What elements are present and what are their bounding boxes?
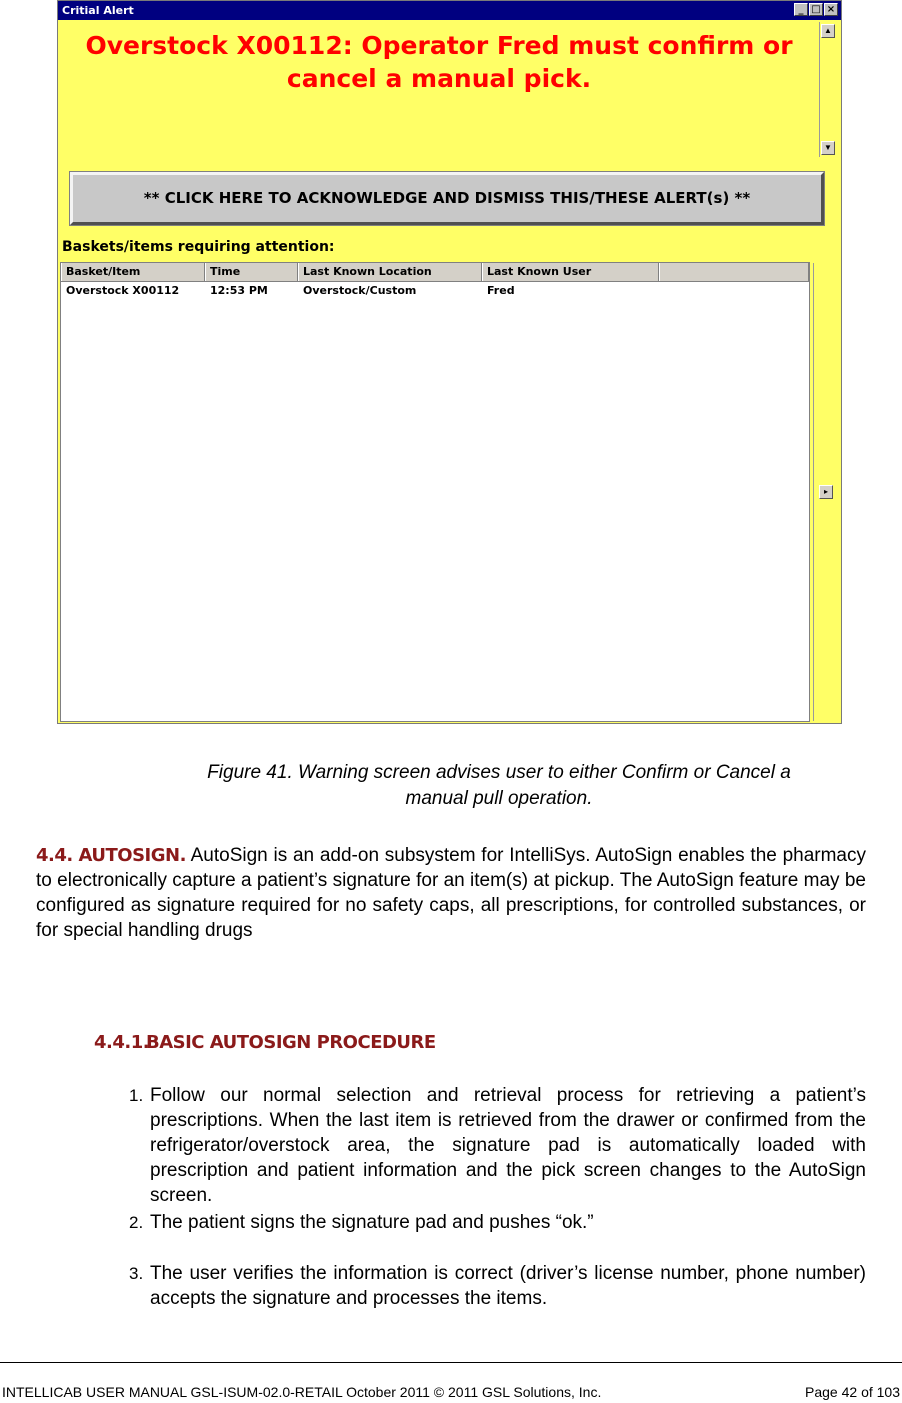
step-number: 1.	[129, 1086, 144, 1105]
figure-caption	[100, 760, 898, 812]
step-number: 3.	[129, 1264, 144, 1283]
section-title: AUTOSIGN.	[78, 845, 186, 866]
window-title: Critial Alert	[62, 4, 134, 17]
close-button[interactable]: ×	[824, 3, 838, 16]
page-number: Page 42 of 103	[805, 1384, 900, 1400]
table-row[interactable]	[61, 282, 809, 299]
scroll-down-icon[interactable]: ▼	[821, 141, 835, 155]
section-autosign	[36, 843, 866, 943]
alert-scrollbar[interactable]	[819, 22, 838, 157]
maximize-button[interactable]: □	[809, 3, 823, 16]
list-scrollbar[interactable]	[813, 263, 838, 721]
baskets-list	[60, 262, 810, 722]
row-basket-item: Overstock X00112	[66, 284, 180, 297]
list-header	[61, 263, 809, 282]
row-time: 12:53 PM	[210, 284, 268, 297]
subsection-heading	[94, 1032, 436, 1053]
scroll-thumb-icon[interactable]: ▸	[819, 485, 833, 499]
baskets-label: Baskets/items requiring attention:	[62, 239, 335, 255]
alert-message-line1: Overstock X00112: Operator Fred must confirm or	[85, 31, 793, 60]
alert-message	[60, 29, 818, 95]
alert-message-box	[60, 21, 818, 157]
alert-message-line2: cancel a manual pick.	[286, 64, 592, 93]
footer-divider	[0, 1362, 902, 1363]
step-text: The user verifies the information is correct (driver’s license number, phone number) accepts the signature and processes the items.	[150, 1263, 866, 1309]
row-user: Fred	[487, 284, 515, 297]
acknowledge-dismiss-button[interactable]: ** CLICK HERE TO ACKNOWLEDGE AND DISMISS THIS/THESE ALERT(s) **	[70, 172, 824, 225]
subsection-number: 4.4.1.	[94, 1032, 150, 1053]
step-text: Follow our normal selection and retrieval process for retrieving a patient’s prescriptions. When the last item is retrieved from the drawer or confirmed from the refrigerator/overstock area, the signature pad is automatically loaded with prescription and patient information and the pick screen changes to the AutoSign screen.	[150, 1085, 866, 1206]
footer-text: INTELLICAB USER MANUAL GSL-ISUM-02.0-RETAIL October 2011 © 2011 GSL Solutions, Inc.	[2, 1384, 602, 1400]
section-number: 4.4.	[36, 845, 73, 866]
window-titlebar	[58, 1, 841, 20]
column-last-known-user[interactable]: Last Known User	[482, 263, 659, 281]
caption-line1: Figure 41. Warning screen advises user to either Confirm or Cancel a	[207, 762, 791, 783]
step-text: The patient signs the signature pad and pushes “ok.”	[150, 1212, 594, 1233]
critical-alert-window	[57, 0, 842, 724]
column-last-known-location[interactable]: Last Known Location	[298, 263, 482, 281]
subsection-title: BASIC AUTOSIGN PROCEDURE	[146, 1032, 436, 1053]
caption-line2: manual pull operation.	[405, 788, 593, 809]
column-time[interactable]: Time	[205, 263, 298, 281]
column-blank[interactable]	[659, 263, 809, 281]
step-3	[129, 1261, 866, 1311]
step-number: 2.	[129, 1213, 144, 1232]
step-1	[129, 1083, 866, 1208]
step-2	[129, 1210, 866, 1235]
section-body: AutoSign is an add-on subsystem for IntelliSys. AutoSign enables the pharmacy to electronically capture a patient’s signature for an item(s) at pickup. The AutoSign feature may be configured as signature required for no safety caps, all prescriptions, for controlled substances, or for special handling drugs	[36, 845, 866, 941]
scroll-up-icon[interactable]: ▲	[821, 24, 835, 38]
minimize-button[interactable]: _	[794, 3, 808, 16]
row-location: Overstock/Custom	[303, 284, 417, 297]
column-basket-item[interactable]: Basket/Item	[61, 263, 205, 281]
